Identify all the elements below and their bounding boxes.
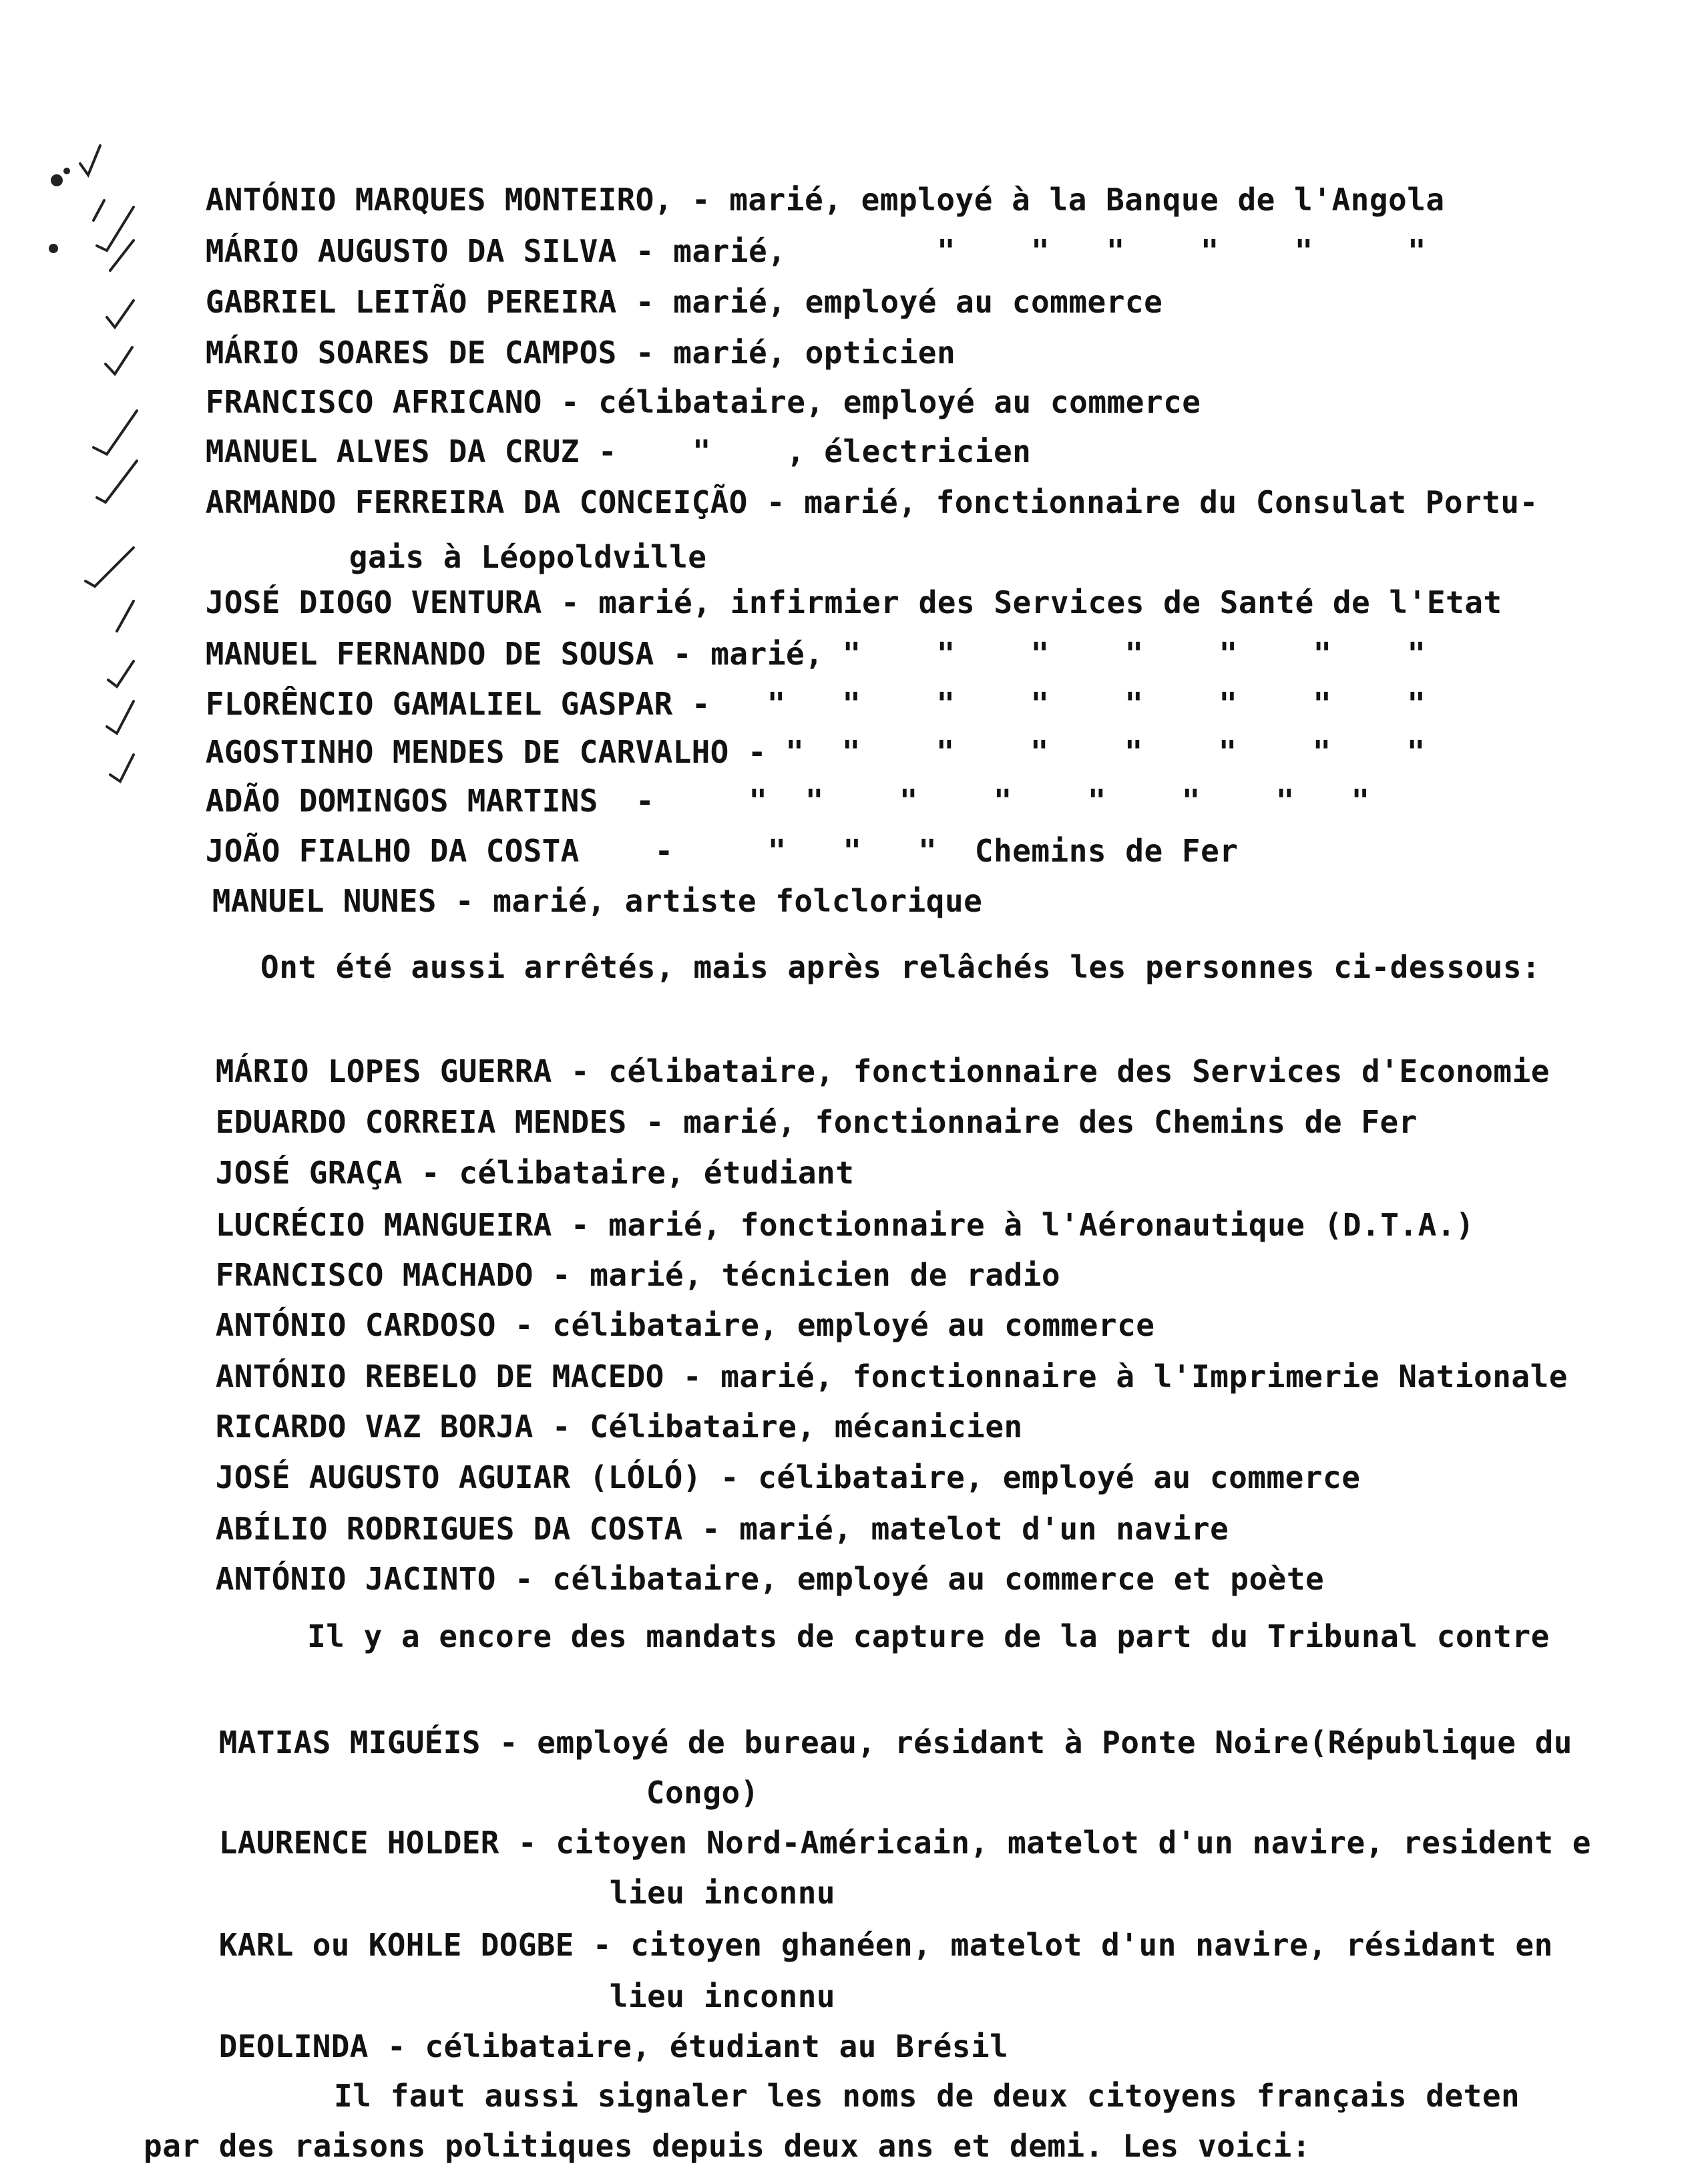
person-name: FRANCISCO AFRICANO xyxy=(205,384,542,420)
person-name: DEOLINDA xyxy=(218,2028,369,2064)
person-details: lieu inconnu xyxy=(609,1978,836,2014)
check-mark xyxy=(93,200,104,220)
section2-intro: Ont été aussi arrêtés, mais après relâchés les personnes ci-dessous: xyxy=(260,949,1541,985)
person-name: MÁRIO LOPES GUERRA xyxy=(215,1053,552,1089)
section4-paragraph: Il faut aussi signaler les noms de deux citoyens français deten xyxy=(334,2078,1520,2114)
person-details: - célibataire, étudiant xyxy=(402,1155,855,1191)
person-details: - " , électricien xyxy=(579,433,1032,470)
check-mark xyxy=(106,347,132,374)
person-name: GABRIEL LEITÃO PEREIRA xyxy=(205,284,617,320)
person-details: - marié, employé au commerce xyxy=(616,284,1163,320)
person-details: - marié, fonctionnaire des Chemins de Fer xyxy=(626,1104,1418,1140)
person-name: FLORÊNCIO GAMALIEL GASPAR xyxy=(205,686,673,722)
person-details: - employé de bureau, résidant à Ponte Noire(République du xyxy=(480,1724,1572,1761)
person-name: KARL ou KOHLE DOGBE xyxy=(218,1927,574,1963)
person-name: MANUEL ALVES DA CRUZ xyxy=(205,433,580,470)
person-details: - " " " " " " " " xyxy=(598,783,1370,819)
person-details: - célibataire, étudiant au Brésil xyxy=(368,2028,1009,2064)
check-mark xyxy=(107,701,134,733)
person-name: MANUEL NUNES xyxy=(212,883,437,919)
person-name: JOÃO FIALHO DA COSTA xyxy=(205,833,580,869)
person-name: JOSÉ GRAÇA xyxy=(215,1155,403,1191)
person-details: - célibataire, fonctionnaire des Services d'Economie xyxy=(552,1053,1550,1089)
person-name: RICARDO VAZ BORJA xyxy=(215,1409,534,1445)
person-name: JOSÉ DIOGO VENTURA xyxy=(205,584,542,620)
section3-row xyxy=(144,1787,1591,1899)
section3-row xyxy=(144,1686,1572,1799)
person-name: JOSÉ AUGUSTO AGUIAR (LÓLÓ) xyxy=(215,1459,702,1495)
person-details: Congo) xyxy=(646,1775,759,1811)
person-name: ABÍLIO RODRIGUES DA COSTA xyxy=(215,1511,683,1547)
person-details: - marié, infirmier des Services de Santé de l'Etat xyxy=(542,584,1502,620)
person-details: - Célibataire, mécanicien xyxy=(533,1409,1023,1445)
person-details: lieu inconnu xyxy=(609,1875,836,1911)
person-details: - marié, fonctionnaire à l'Aéronautique (D.T.A.) xyxy=(552,1207,1475,1243)
person-name: ANTÓNIO CARDOSO xyxy=(215,1307,496,1343)
person-name: LUCRÉCIO MANGUEIRA xyxy=(215,1207,552,1243)
person-name: ARMANDO FERREIRA DA CONCEIÇÃO xyxy=(205,484,748,520)
check-mark xyxy=(85,548,134,586)
person-details: - marié, opticien xyxy=(616,335,956,371)
section3-row xyxy=(144,1889,1553,2001)
section1-row xyxy=(137,845,982,957)
section4-paragraph: par des raisons politiques depuis deux ans et demi. Les voici: xyxy=(144,2128,1311,2164)
check-mark xyxy=(107,301,134,327)
person-name: MÁRIO AUGUSTO DA SILVA xyxy=(205,233,617,269)
person-name: FRANCISCO MACHADO xyxy=(215,1257,534,1293)
person-name: EDUARDO CORREIA MENDES xyxy=(215,1104,627,1140)
person-details: - célibataire, employé au commerce xyxy=(495,1307,1155,1343)
person-name: MANUEL FERNANDO DE SOUSA xyxy=(205,636,654,672)
person-details: - célibataire, employé au commerce xyxy=(701,1459,1361,1495)
person-details: - marié, matelot d'un navire xyxy=(682,1511,1229,1547)
person-name: ADÃO DOMINGOS MARTINS xyxy=(205,783,598,819)
person-details: - citoyen ghanéen, matelot d'un navire, résidant en xyxy=(574,1927,1553,1963)
person-details: - marié, artiste folclorique xyxy=(436,883,983,919)
person-name: ANTÓNIO MARQUES MONTEIRO, xyxy=(205,182,673,218)
person-details: - marié, fonctionnaire à l'Imprimerie Nationale xyxy=(664,1358,1568,1395)
person-details: - marié, " " " " " " xyxy=(616,233,1427,269)
person-details: gais à Léopoldville xyxy=(349,539,707,575)
person-details: - " " " " " " " " xyxy=(728,734,1426,770)
check-mark xyxy=(80,146,100,175)
person-details: - célibataire, employé au commerce et poète xyxy=(495,1561,1325,1597)
person-name: MATIAS MIGUÉIS xyxy=(218,1724,481,1761)
person-name: AGOSTINHO MENDES DE CARVALHO xyxy=(205,734,729,770)
person-details: - marié, " " " " " " " xyxy=(654,636,1426,672)
person-name: MÁRIO SOARES DE CAMPOS xyxy=(205,335,617,371)
section3-intro: Il y a encore des mandats de capture de la part du Tribunal contre xyxy=(307,1618,1550,1654)
person-name: ANTÓNIO REBELO DE MACEDO xyxy=(215,1358,664,1395)
person-details: - marié, técnicien de radio xyxy=(533,1257,1061,1293)
person-details: - " " " " " " " " xyxy=(672,686,1426,722)
person-details: - marié, employé à la Banque de l'Angola xyxy=(672,182,1445,218)
check-mark xyxy=(97,207,134,250)
person-details: - " " " Chemins de Fer xyxy=(579,833,1239,869)
person-name: LAURENCE HOLDER xyxy=(218,1825,499,1861)
person-details: - citoyen Nord-Américain, matelot d'un navire, resident e xyxy=(499,1825,1591,1861)
person-details: - célibataire, employé au commerce xyxy=(542,384,1201,420)
person-details: - marié, fonctionnaire du Consulat Portu- xyxy=(747,484,1538,520)
person-name: ANTÓNIO JACINTO xyxy=(215,1561,496,1597)
